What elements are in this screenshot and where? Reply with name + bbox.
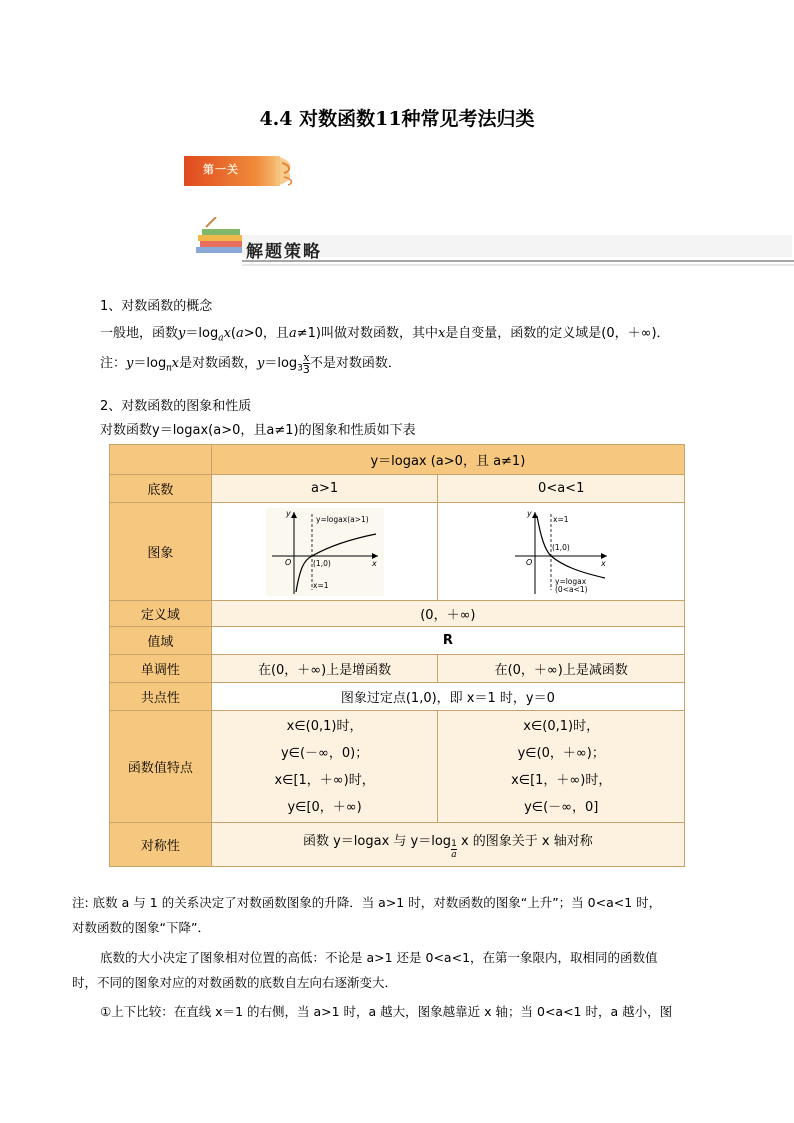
fixed-point-value: 图象过定点(1,0)，即 x＝1 时，y＝0 [211, 683, 684, 711]
level-banner [184, 153, 300, 189]
note-1: 注: 底数 a 与 1 的关系决定了对数函数图象的升降．当 a>1 时，对数函数的图象“上升”；当 0<a<1 时， [72, 895, 662, 910]
page-title: 4.4 对数函数11种常见考法归类 [259, 108, 535, 130]
range-value: R [211, 627, 684, 655]
row-label-fixed-point: 共点性 [110, 683, 212, 711]
svg-text:O: O [284, 557, 291, 567]
row-label-range: 值域 [110, 627, 212, 655]
section-heading-1: 1、对数函数的概念 [100, 299, 213, 314]
value-features-right: x∈(0,1)时， y∈(0，＋∞)； x∈[1，＋∞)时， y∈(－∞，0] [438, 711, 685, 823]
monotonic-increasing: 在(0，＋∞)上是增函数 [211, 655, 438, 683]
note-line: 注：$y=\log_\pi x$是对数函数，$y=\log_3$ $\frac{x}{3}$ 不是对数函数． [100, 351, 401, 376]
svg-text:(1,0): (1,0) [312, 558, 331, 568]
svg-text:x=1: x=1 [553, 514, 569, 524]
table-corner [110, 445, 212, 475]
note-2: 对数函数的图象“下降”． [72, 920, 210, 935]
banner-label: 第一关 [203, 163, 239, 176]
svg-text:(1,0): (1,0) [552, 542, 570, 552]
symmetry-value: 函数 y＝logax 与 y＝log $\frac{1}{a}$ x 的图象关于 x 轴对称 [211, 823, 684, 867]
svg-text:y: y [527, 508, 532, 518]
graph-increasing-cell [211, 503, 438, 601]
svg-text:(0<a<1): (0<a<1) [555, 584, 588, 594]
base-greater-1: a>1 [211, 475, 438, 503]
row-label-base: 底数 [110, 475, 212, 503]
svg-text:y=logax: y=logax [555, 576, 587, 586]
graph-decreasing-cell [438, 503, 685, 601]
log-graph-increasing [266, 508, 384, 596]
svg-text:y: y [285, 508, 291, 518]
base-less-1: 0<a<1 [438, 475, 685, 503]
row-label-graph: 图象 [110, 503, 212, 601]
strategy-heading: 解题策略 [246, 242, 322, 262]
row-label-value-features: 函数值特点 [110, 711, 212, 823]
domain-value: (0，＋∞) [211, 601, 684, 627]
svg-text:x: x [601, 558, 606, 568]
row-label-domain: 定义域 [110, 601, 212, 627]
log-graph-decreasing [511, 508, 611, 596]
section-heading-2: 2、对数函数的图象和性质 [100, 399, 252, 414]
definition-line: 一般地，函数$y=\log_ax(a>0$，且a≠1)叫做对数函数，其中x是自变量，函数的定义域是(0，＋∞)． [100, 326, 670, 344]
row-label-monotonicity: 单调性 [110, 655, 212, 683]
row-label-symmetry: 对称性 [110, 823, 212, 867]
svg-text:x: x [371, 558, 377, 568]
note-5: ①上下比较：在直线 x＝1 的右侧，当 a>1 时，a 越大，图象越靠近 x 轴；当 0<a<1 时，a 越小，图 [100, 1004, 673, 1019]
svg-text:x=1: x=1 [312, 580, 329, 590]
note-3: 底数的大小决定了图象相对位置的高低：不论是 a>1 还是 0<a<1，在第一象限内，取相同的函数值 [100, 950, 658, 965]
properties-table [109, 444, 685, 867]
table-header: y＝logax (a>0，且 a≠1) [211, 445, 684, 475]
note-4: 时，不同的图象对应的对数函数的底数自左向右逐渐变大． [72, 975, 398, 990]
svg-text:O: O [526, 557, 533, 567]
svg-text:y=logax(a>1): y=logax(a>1) [315, 514, 369, 524]
monotonic-decreasing: 在(0，＋∞)上是减函数 [438, 655, 685, 683]
table-intro: 对数函数y＝logax(a>0，且a≠1)的图象和性质如下表 [100, 423, 416, 438]
value-features-left: x∈(0,1)时， y∈(－∞，0)； x∈[1，＋∞)时， y∈[0，＋∞) [211, 711, 438, 823]
